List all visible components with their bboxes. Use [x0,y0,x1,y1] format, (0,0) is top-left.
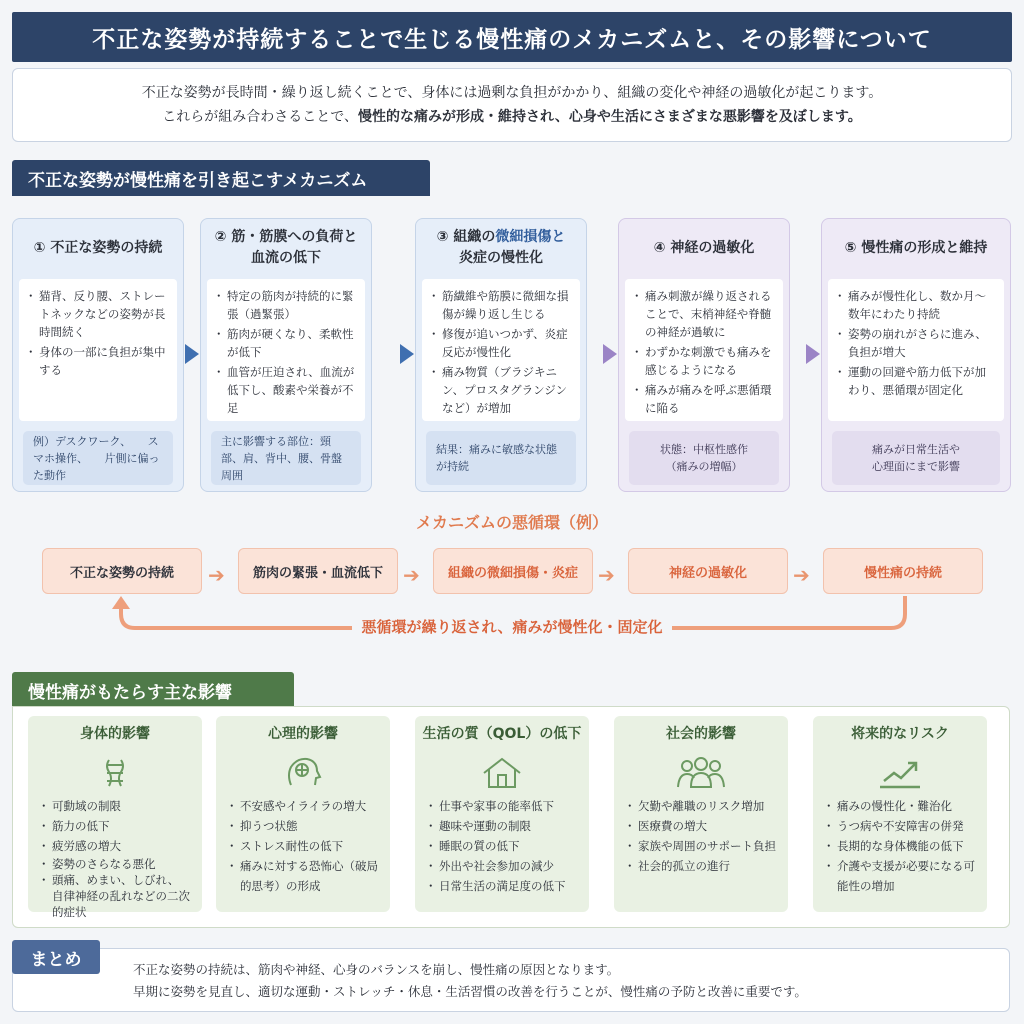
brain-head-icon [216,750,390,796]
step-4-item: ・ 痛みが痛みを呼ぶ悪循環に陥る [633,381,775,417]
step-3-title-b: 炎症の慢性化 [458,250,543,266]
impact-item: ・ 睡眠の質の低下 [427,836,577,856]
impact-item: ・ 痛みに対する恐怖心（破局的思考）の形成 [228,856,378,896]
cycle-box-1: 不正な姿勢の持続 [42,548,202,594]
step-1-title: ① 不正な姿勢の持続 [33,239,163,256]
impact-section-label: 慢性痛がもたらす主な影響 [12,672,294,708]
impact-item: ・ 介護や支援が必要になる可能性の増加 [825,856,975,896]
impact-item: ・ 疲労感の増大 [40,836,190,856]
impact-item: ・ 趣味や運動の制限 [427,816,577,836]
step-5-item: ・ 姿勢の崩れがさらに進み、負担が増大 [836,325,996,361]
house-icon [415,750,589,796]
cycle-box-5: 慢性痛の持続 [823,548,983,594]
arrow-right-icon: ➔ [598,563,615,587]
page-title: 不正な姿勢が持続することで生じる慢性痛のメカニズムと、その影響について [12,12,1012,62]
step-4-title: ④ 神経の過敏化 [653,239,755,256]
intro-line-2-b: 慢性的な痛みが形成・維持され、心身や生活にさまざまな悪影響を及ぼします。 [358,109,862,125]
impact-item: ・ 抑うつ状態 [228,816,378,836]
impact-item: ・ 長期的な身体機能の低下 [825,836,975,856]
impact-item: ・ 筋力の低下 [40,816,190,836]
impact-card-title: 将来的なリスク [851,726,949,742]
step-4-note-a: 状態：中枢性感作 [660,443,748,456]
step-2-item: ・ 血管が圧迫され、血流が低下し、酸素や栄養が不足 [215,363,357,417]
impact-item: ・ 家族や周囲のサポート負担 [626,836,776,856]
step-1-note: 例）デスクワーク、 スマホ操作、 片側に偏った動作 [23,431,173,485]
impact-card-qol [415,716,589,912]
impact-item: ・ 外出や社会参加の減少 [427,856,577,876]
step-3-item: ・ 筋繊維や筋膜に微細な損傷が繰り返し生じる [430,287,572,323]
impact-item: ・ うつ病や不安障害の併発 [825,816,975,836]
step-4-item: ・ 痛み刺激が繰り返されることで、末梢神経や脊髄の神経が過敏に [633,287,775,341]
trend-up-icon [813,750,987,796]
cycle-title: メカニズムの悪循環（例） [415,513,608,532]
impact-card-title: 身体的影響 [80,726,150,742]
arrow-right-icon: ➔ [208,563,225,587]
step-5-note-b: 心理面にまで影響 [872,460,960,473]
step-4-note-b: （痛みの増幅） [665,460,743,473]
impact-item: ・ 仕事や家事の能率低下 [427,796,577,816]
impact-item: ・ 日常生活の満足度の低下 [427,876,577,896]
impact-card-future [813,716,987,912]
step-5-item: ・ 運動の回避や筋力低下が加わり、悪循環が固定化 [836,363,996,399]
step-2-note: 主に影響する部位：頸部、肩、背中、腰、骨盤周囲 [211,431,361,485]
step-1-item: ・ 身体の一部に負担が集中する [27,343,169,379]
step-5-title: ⑤ 慢性痛の形成と維持 [844,239,988,256]
step-3-title-highlight: 微細損傷と [495,229,566,245]
step-3-item: ・ 痛み物質（ブラジキニン、プロスタグランジンなど）が増加 [430,363,572,417]
arrow-right-icon: ➔ [793,563,810,587]
impact-card-social [614,716,788,912]
step-4-item: ・ わずかな刺激でも痛みを感じるようになる [633,343,775,379]
summary-line-2: 早期に姿勢を見直し、適切な運動・ストレッチ・休息・生活習慣の改善を行うことが、慢性痛の予防と改善に重要です。 [133,984,807,999]
step-5-note-a: 痛みが日常生活や [872,443,960,456]
people-icon [614,750,788,796]
impact-item: ・ ストレス耐性の低下 [228,836,378,856]
impact-item: ・ 可動域の制限 [40,796,190,816]
intro-line-2-a: これらが組み合わさることで、 [162,109,358,125]
step-3-title-a: ③ 組織の [436,229,496,245]
impact-card-title: 生活の質（QOL）の低下 [422,726,582,742]
step-3-note: 結果：痛みに敏感な状態が持続 [426,431,576,485]
step-3-item: ・ 修復が追いつかず、炎症反応が慢性化 [430,325,572,361]
mechanism-section-label: 不正な姿勢が慢性痛を引き起こすメカニズム [12,160,430,196]
cycle-box-4: 神経の過敏化 [628,548,788,594]
cycle-loop-text: 悪循環が繰り返され、痛みが慢性化・固定化 [352,618,673,636]
impact-item: ・ 不安感やイライラの増大 [228,796,378,816]
impact-card-physical [28,716,202,919]
step-2-item: ・ 特定の筋肉が持続的に緊張（過緊張） [215,287,357,323]
step-5-item: ・ 痛みが慢性化し、数か月〜数年にわたり持続 [836,287,996,323]
impact-item: ・ 頭痛、めまい、しびれ、自律神経の乱れなどの二次的症状 [40,872,190,920]
impact-card-title: 心理的影響 [268,726,338,742]
impact-item: ・ 欠勤や離職のリスク増加 [626,796,776,816]
summary-box [12,948,1010,1012]
step-2-title-b: 血流の低下 [250,250,321,266]
cycle-box-2: 筋肉の緊張・血流低下 [238,548,398,594]
impact-item: ・ 痛みの慢性化・難治化 [825,796,975,816]
impact-card-title: 社会的影響 [666,726,736,742]
summary-label: まとめ [12,940,100,974]
arrow-right-icon: ➔ [403,563,420,587]
cycle-box-3: 組織の微細損傷・炎症 [433,548,593,594]
impact-item: ・ 医療費の増大 [626,816,776,836]
impact-item: ・ 社会的孤立の進行 [626,856,776,876]
step-2-item: ・ 筋肉が硬くなり、柔軟性が低下 [215,325,357,361]
step-1-item: ・ 猫背、反り腰、ストレートネックなどの姿勢が長時間続く [27,287,169,341]
impact-item: ・ 姿勢のさらなる悪化 [40,856,190,872]
intro-line-1: 不正な姿勢が長時間・繰り返し続くことで、身体には過剰な負担がかかり、組織の変化や神経の過敏化が起こります。 [141,85,883,101]
impact-card-psychological [216,716,390,912]
step-2-title-a: ② 筋・筋膜への負荷と [214,229,358,245]
summary-line-1: 不正な姿勢の持続は、筋肉や神経、心身のバランスを崩し、慢性痛の原因となります。 [133,962,620,977]
spine-icon [28,750,202,796]
